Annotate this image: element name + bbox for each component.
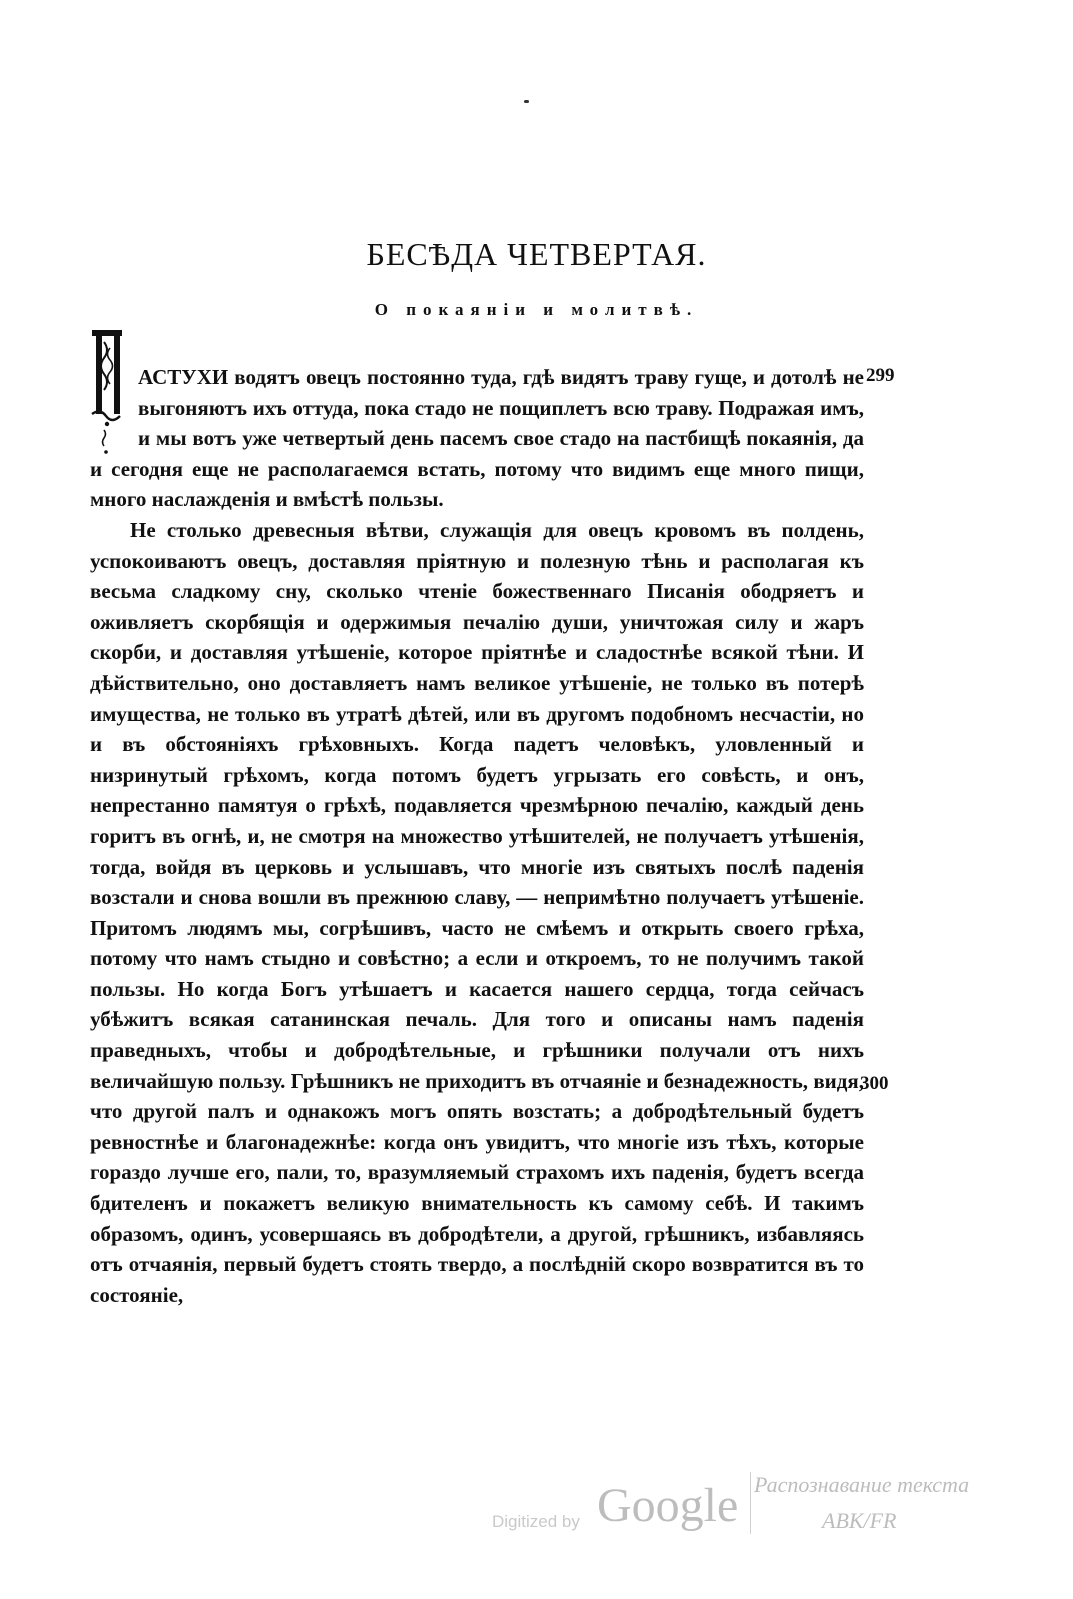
recognition-label: Распознавание текста (754, 1472, 970, 1497)
margin-page-number-first: 299 (866, 365, 895, 386)
page-title: БЕСѢДА ЧЕТВЕРТАЯ. (366, 236, 707, 272)
body-text (90, 362, 864, 1310)
digitization-watermark (492, 1472, 1032, 1552)
paragraph-second: Не столько древесныя вѣтви, служащія для овецъ кровомъ въ полдень, успокоиваютъ овецъ, доставляя пріятную и полезную тѣнь и располагая къ весьма сладкому сну, сколько чтеніе божественнаго Писанія ободряетъ и оживляетъ скорбящія и одержимыя печалію души, уничтожая силу и жаръ скорби, и доставляя утѣшеніе, которое пріятнѣе и сладостнѣе всякой тѣни. И дѣйствительно, оно доставляетъ намъ великое утѣшеніе, не только въ потерѣ имущества, не только въ утратѣ дѣтей, или въ другомъ подобномъ несчастіи, но и въ обстояніяхъ грѣховныхъ. Когда падетъ человѣкъ, уловленный и низринутый грѣхомъ, когда потомъ будетъ угрызать его совѣсть, и онъ, непрестанно памятуя о грѣхѣ, подавляется чрезмѣрною печалію, каждый день горитъ въ огнѣ, и, не смотря на множество утѣшителей, не получаетъ утѣшенія, тогда, войдя въ церковь и услышавъ, что многіе изъ святыхъ послѣ паденія возстали и снова вошли въ прежнюю славу, — непримѣтно получаетъ утѣшеніе. Притомъ людямъ мы, согрѣшивъ, часто не смѣемъ и открыть своего грѣха, потому что намъ стыдно и совѣстно; а если и откроемъ, то не получимъ такой пользы. Но когда Богъ утѣшаетъ и касается нашего сердца, тогда сейчасъ убѣжитъ всякая сатанинская печаль. Для того и описаны намъ паденія праведныхъ, чтобы и добродѣтельные, и грѣшники получали отъ нихъ величайшую пользу. Грѣшникъ не приходитъ въ отчаяніе и безнадежность, видя, что другой палъ и однакожъ могъ опять возстать; а добродѣтельный будетъ ревностнѣе и благонадежнѣе: когда онъ увидитъ, что многіе изъ тѣхъ, которые гораздо лучше его, пали, то, вразумляемый страхомъ ихъ паденія, будетъ всегда бдителенъ и покажетъ великую внимательность къ самому себѣ. И такимъ образомъ, одинъ, усовершаясь въ добродѣтели, а другой, грѣшникъ, избавляясь отъ отчаянія, первый будетъ стоять твердо, а послѣдній скоро возвратится въ то состояніе, (90, 517, 864, 1307)
paragraph-first-text: АСТУХИ водятъ овецъ постоянно туда, гдѣ видятъ траву гуще, и дотолѣ не выгоняютъ ихъ оттуда, пока стадо не пощиплетъ всю траву. Подражая имъ, и мы вотъ уже четвертый день пасемъ свое стадо на пастбищѣ покаянія, да и сегодня еще не располагаемся встать, потому что видимъ еще много пищи, много наслажденія и вмѣстѣ пользы. (90, 365, 864, 512)
ornamental-initial-icon (90, 328, 124, 450)
margin-page-number-second: 300 (860, 1073, 889, 1094)
google-wordmark: Google (597, 1479, 739, 1532)
paragraph-first (90, 362, 864, 515)
digitized-by-label: Digitized by (492, 1512, 580, 1531)
page-speck (524, 100, 529, 103)
recognition-credit: АВК/FR (822, 1508, 897, 1533)
watermark-divider (750, 1472, 751, 1534)
page-subtitle: О покаяніи и молитвѣ. (374, 300, 699, 319)
